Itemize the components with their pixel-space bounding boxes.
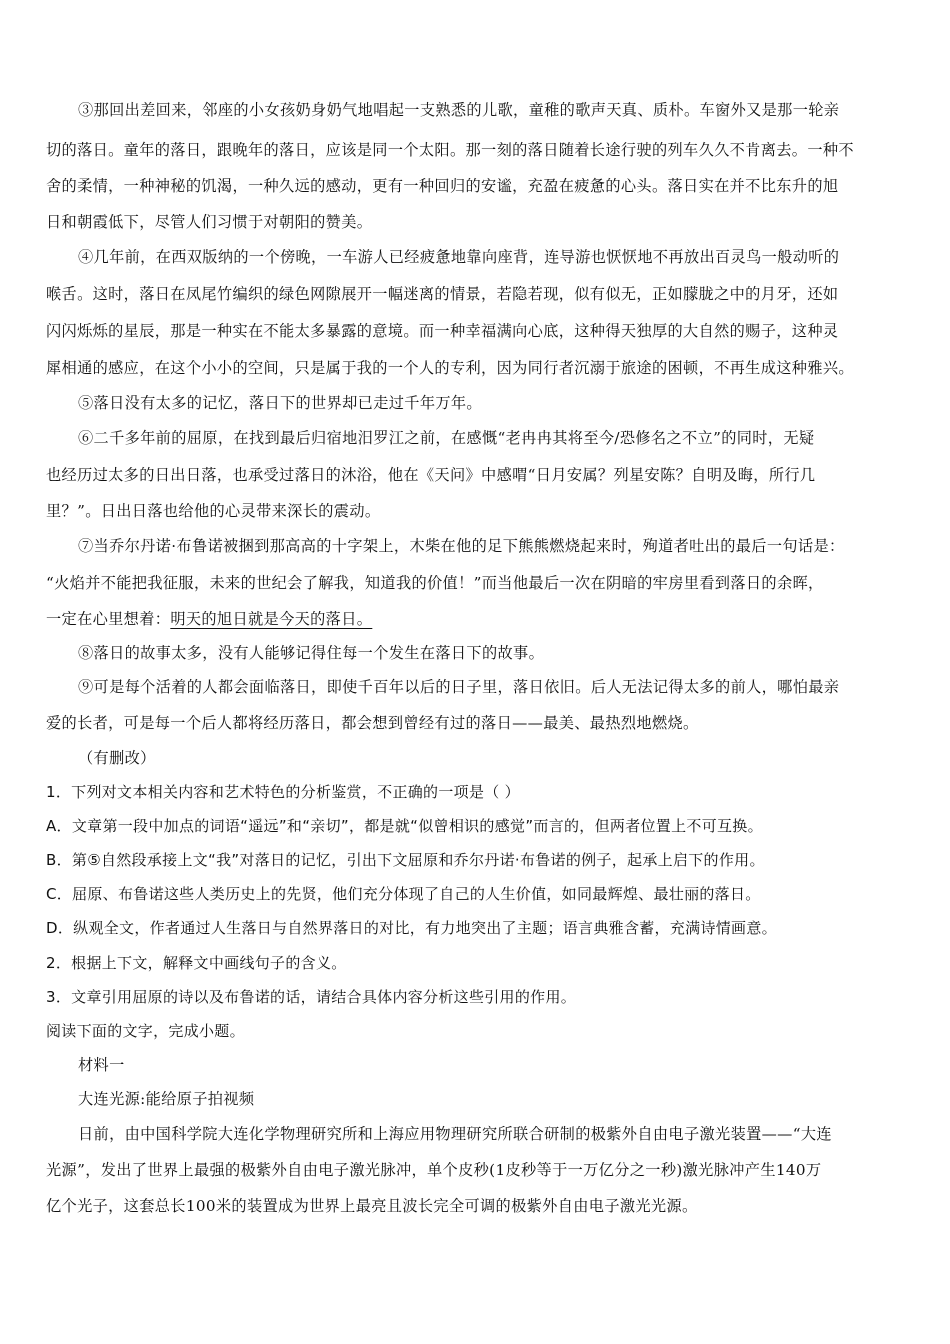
question-2: 2．根据上下文，解释文中画线句子的含义。: [46, 954, 347, 972]
reading-instruction: 阅读下面的文字，完成小题。: [46, 1022, 245, 1040]
option-d: D．纵观全文，作者通过人生落日与自然界落日的对比，有力地突出了主题；语言典雅含蓄，充满诗情画意。: [46, 919, 777, 937]
question-1: 1．下列对文本相关内容和艺术特色的分析鉴赏，不正确的一项是（ ）: [46, 783, 520, 801]
p9-line-1: ⑨可是每个活着的人都会面临落日，即使千百年以后的日子里，落日依旧。后人无法记得太多的前人，哪怕最亲: [78, 678, 840, 696]
p3-line-2: 切的落日。童年的落日，跟晚年的落日，应该是同一个太阳。那一刻的落日随着长途行驶的列车久久不肯离去。一种不: [46, 141, 854, 159]
material-headline: 大连光源:能给原子拍视频: [78, 1090, 255, 1108]
underlined-sentence: 明天的旭日就是今天的落日。: [170, 610, 373, 628]
material-label: 材料一: [78, 1056, 125, 1074]
p4-line-4: 犀相通的感应，在这个小小的空间，只是属于我的一个人的专利，因为同行者沉溺于旅途的困顿，不再生成这种雅兴。: [46, 359, 854, 377]
p4-line-1: ④几年前，在西双版纳的一个傍晚，一车游人已经疲惫地靠向座背，连导游也恹恹地不再放出百灵鸟一般动听的: [78, 248, 840, 266]
p9-line-2: 爱的长者，可是每一个后人都将经历落日，都会想到曾经有过的落日——最美、最热烈地燃烧。: [46, 714, 699, 732]
option-b: B．第⑤自然段承接上文“我”对落日的记忆，引出下文屈原和乔尔丹诺·布鲁诺的例子，起承上启下的作用。: [46, 851, 765, 869]
edit-note: （有删改）: [78, 749, 156, 767]
option-a: A．文章第一段中加点的词语“遥远”和“亲切”，都是就“似曾相识的感觉”而言的，但两者位置上不可互换。: [46, 817, 763, 835]
p6-line-3: 里？”。日出日落也给他的心灵带来深长的震动。: [46, 502, 381, 520]
material-body-line-2: 光源”，发出了世界上最强的极紫外自由电子激光脉冲，单个皮秒(1皮秒等于一万亿分之一秒)激光脉冲产生140万: [46, 1161, 822, 1179]
p5-line: ⑤落日没有太多的记忆，落日下的世界却已走过千年万年。: [78, 394, 482, 412]
p7-line-2: “火焰并不能把我征服，未来的世纪会了解我，知道我的价值！”而当他最后一次在阴暗的牢房里看到落日的余晖，: [46, 574, 824, 592]
p7-line-1: ⑦当乔尔丹诺·布鲁诺被捆到那高高的十字架上，木柴在他的足下熊熊燃烧起来时，殉道者吐出的最后一句话是：: [78, 537, 845, 555]
material-body-line-3: 亿个光子，这套总长100米的装置成为世界上最亮且波长完全可调的极紫外自由电子激光光源。: [46, 1197, 698, 1215]
p3-line-4: 日和朝霞低下，尽管人们习惯于对朝阳的赞美。: [46, 213, 373, 231]
p4-line-3: 闪闪烁烁的星辰，那是一种实在不能太多暴露的意境。而一种幸福满向心底，这种得天独厚的大自然的赐子，这种灵: [46, 322, 839, 340]
p6-line-1: ⑥二千多年前的屈原，在找到最后归宿地汨罗江之前，在感慨“老冉冉其将至今/恐修名之不立”的同时，无疑: [78, 429, 815, 447]
question-3: 3．文章引用屈原的诗以及布鲁诺的话，请结合具体内容分析这些引用的作用。: [46, 988, 577, 1006]
material-body-line-1: 日前，由中国科学院大连化学物理研究所和上海应用物理研究所联合研制的极紫外自由电子激光装置——“大连: [78, 1125, 832, 1143]
p7-line-3-prefix: 一定在心里想着：: [46, 610, 171, 628]
p8-line: ⑧落日的故事太多，没有人能够记得住每一个发生在落日下的故事。: [78, 644, 545, 662]
p3-line-1: ③那回出差回来，邻座的小女孩奶身奶气地唱起一支熟悉的儿歌，童稚的歌声天真、质朴。车窗外又是那一轮亲: [78, 101, 840, 119]
p7-line-3: [46, 609, 372, 629]
p6-line-2: 也经历过太多的日出日落，也承受过落日的沐浴，他在《天问》中感喟“日月安属？列星安陈？自明及晦，所行几: [46, 466, 816, 484]
p4-line-2: 喉舌。这时，落日在凤尾竹编织的绿色网隙展开一幅迷离的情景，若隐若现，似有似无，正如朦胧之中的月牙，还如: [46, 285, 839, 303]
p3-line-3: 舍的柔情，一种神秘的饥渴，一种久远的感动，更有一种回归的安谧，充盈在疲惫的心头。落日实在并不比东升的旭: [46, 177, 839, 195]
option-c: C．屈原、布鲁诺这些人类历史上的先贤，他们充分体现了自己的人生价值，如同最辉煌、最壮丽的落日。: [46, 885, 761, 903]
